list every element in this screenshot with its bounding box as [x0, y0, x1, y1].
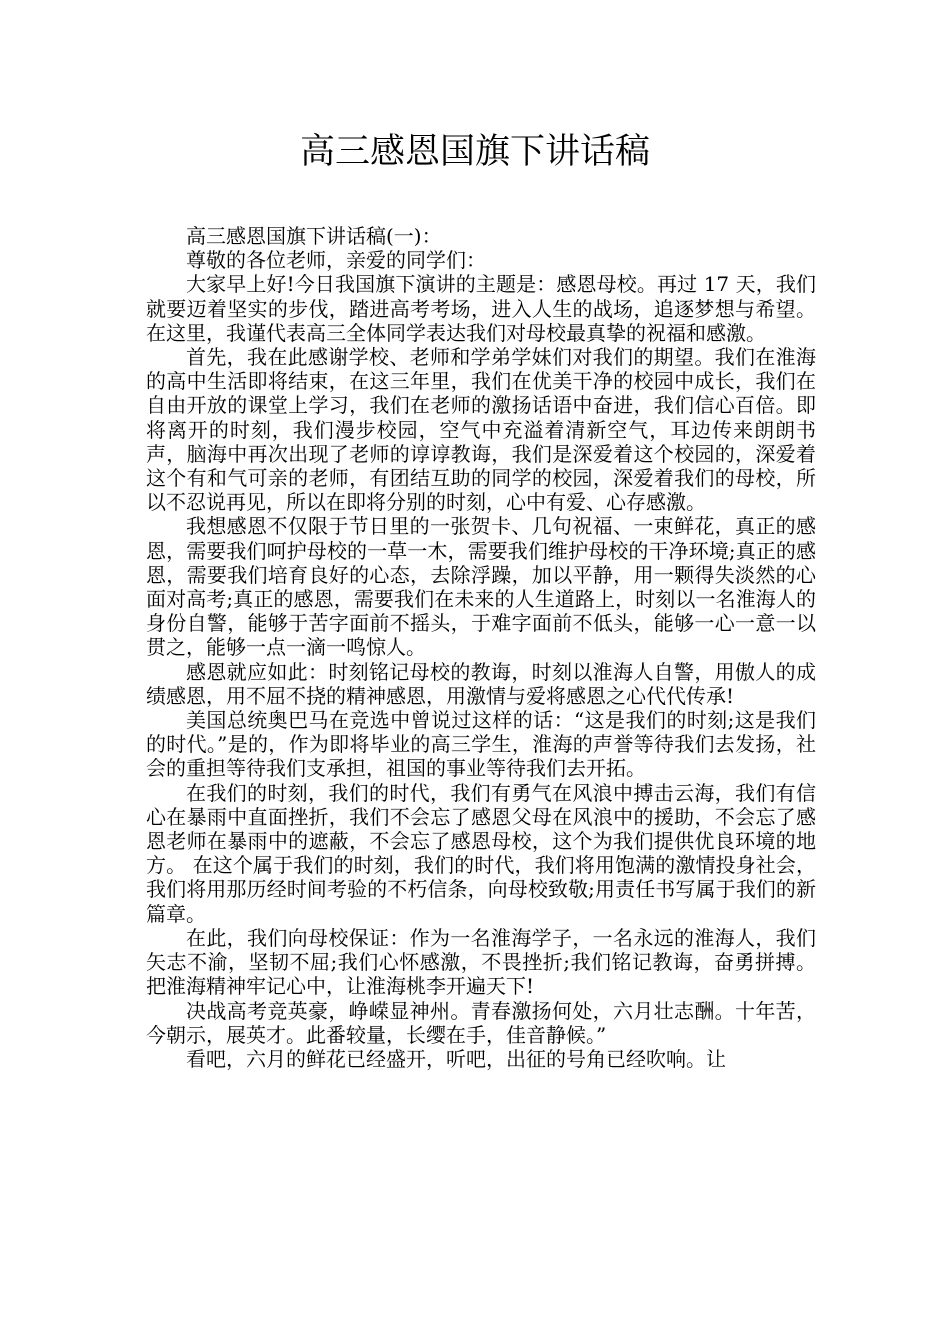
document-title: 高三感恩国旗下讲话稿: [299, 132, 650, 172]
paragraph: 在此，我们向母校保证：作为一名淮海学子，一名永远的淮海人，我们矢志不渝，坚韧不屈;我们心怀感激，不畏挫折;我们铭记教诲，奋勇拼搏。把淮海精神牢记心中，让淮海桃李开遍天下!: [146, 925, 816, 999]
paragraph: 大家早上好!今日我国旗下演讲的主题是：感恩母校。再过 17 天，我们就要迈着坚实的步伐，踏进高考考场，进入人生的战场，追逐梦想与希望。在这里，我谨代表高三全体同学表达我们对母校最真挚的祝福和感激。: [146, 272, 816, 345]
paragraph-salutation: 尊敬的各位老师，亲爱的同学们：: [186, 248, 486, 273]
document-body: [146, 224, 816, 1071]
paragraph-heading: 高三感恩国旗下讲话稿(一)：: [186, 224, 442, 248]
paragraph: 在我们的时刻，我们的时代，我们有勇气在风浪中搏击云海，我们有信心在暴雨中直面挫折，我们不会忘了感恩父母在风浪中的援助，不会忘了感恩老师在暴雨中的遮蔽，不会忘了感恩母校，这个为我们提供优良环境的地方。 在这个属于我们的时刻，我们的时代，我们将用饱满的激情投身社会，我们将用那历经时间考验的不朽信条，向母校致敬;用责任书写属于我们的新篇章。: [146, 780, 816, 926]
paragraph: 我想感恩不仅限于节日里的一张贺卡、几句祝福、一束鲜花，真正的感恩，需要我们呵护母校的一草一木，需要我们维护母校的干净环境;真正的感恩，需要我们培育良好的心态，去除浮躁，加以平静，用一颗得失淡然的心面对高考;真正的感恩，需要我们在未来的人生道路上，时刻以一名淮海人的身份自警，能够于苦字面前不摇头，于难字面前不低头，能够一心一意一以贯之，能够一点一滴一鸣惊人。: [146, 514, 816, 660]
paragraph: 决战高考竞英豪，峥嵘显神州。青春激扬何处，六月壮志酬。十年苦，今朝示，展英才。此番较量，长缨在手，佳音静候。”: [146, 998, 816, 1047]
paragraph: 首先，我在此感谢学校、老师和学弟学妹们对我们的期望。我们在淮海的高中生活即将结束，在这三年里，我们在优美干净的校园中成长，我们在自由开放的课堂上学习，我们在老师的激扬话语中奋进，我们信心百倍。即将离开的时刻，我们漫步校园，空气中充溢着清新空气，耳边传来朗朗书声，脑海中再次出现了老师的谆谆教诲，我们是深爱着这个校园的，深爱着这个有和气可亲的老师，有团结互助的同学的校园，深爱着我们的母校，所以不忍说再见，所以在即将分别的时刻，心中有爱、心存感激。: [146, 345, 816, 515]
paragraph: 美国总统奥巴马在竞选中曾说过这样的话：“这是我们的时刻;这是我们的时代。”是的，作为即将毕业的高三学生，淮海的声誉等待我们去发扬，社会的重担等待我们支承担，祖国的事业等待我们去开拓。: [146, 708, 816, 781]
paragraph: 看吧，六月的鲜花已经盛开，听吧，出征的号角已经吹响。让: [186, 1046, 726, 1071]
paragraph: 感恩就应如此：时刻铭记母校的教诲，时刻以淮海人自警，用傲人的成绩感恩，用不屈不挠的精神感恩，用激情与爱将感恩之心代代传承!: [146, 659, 816, 708]
